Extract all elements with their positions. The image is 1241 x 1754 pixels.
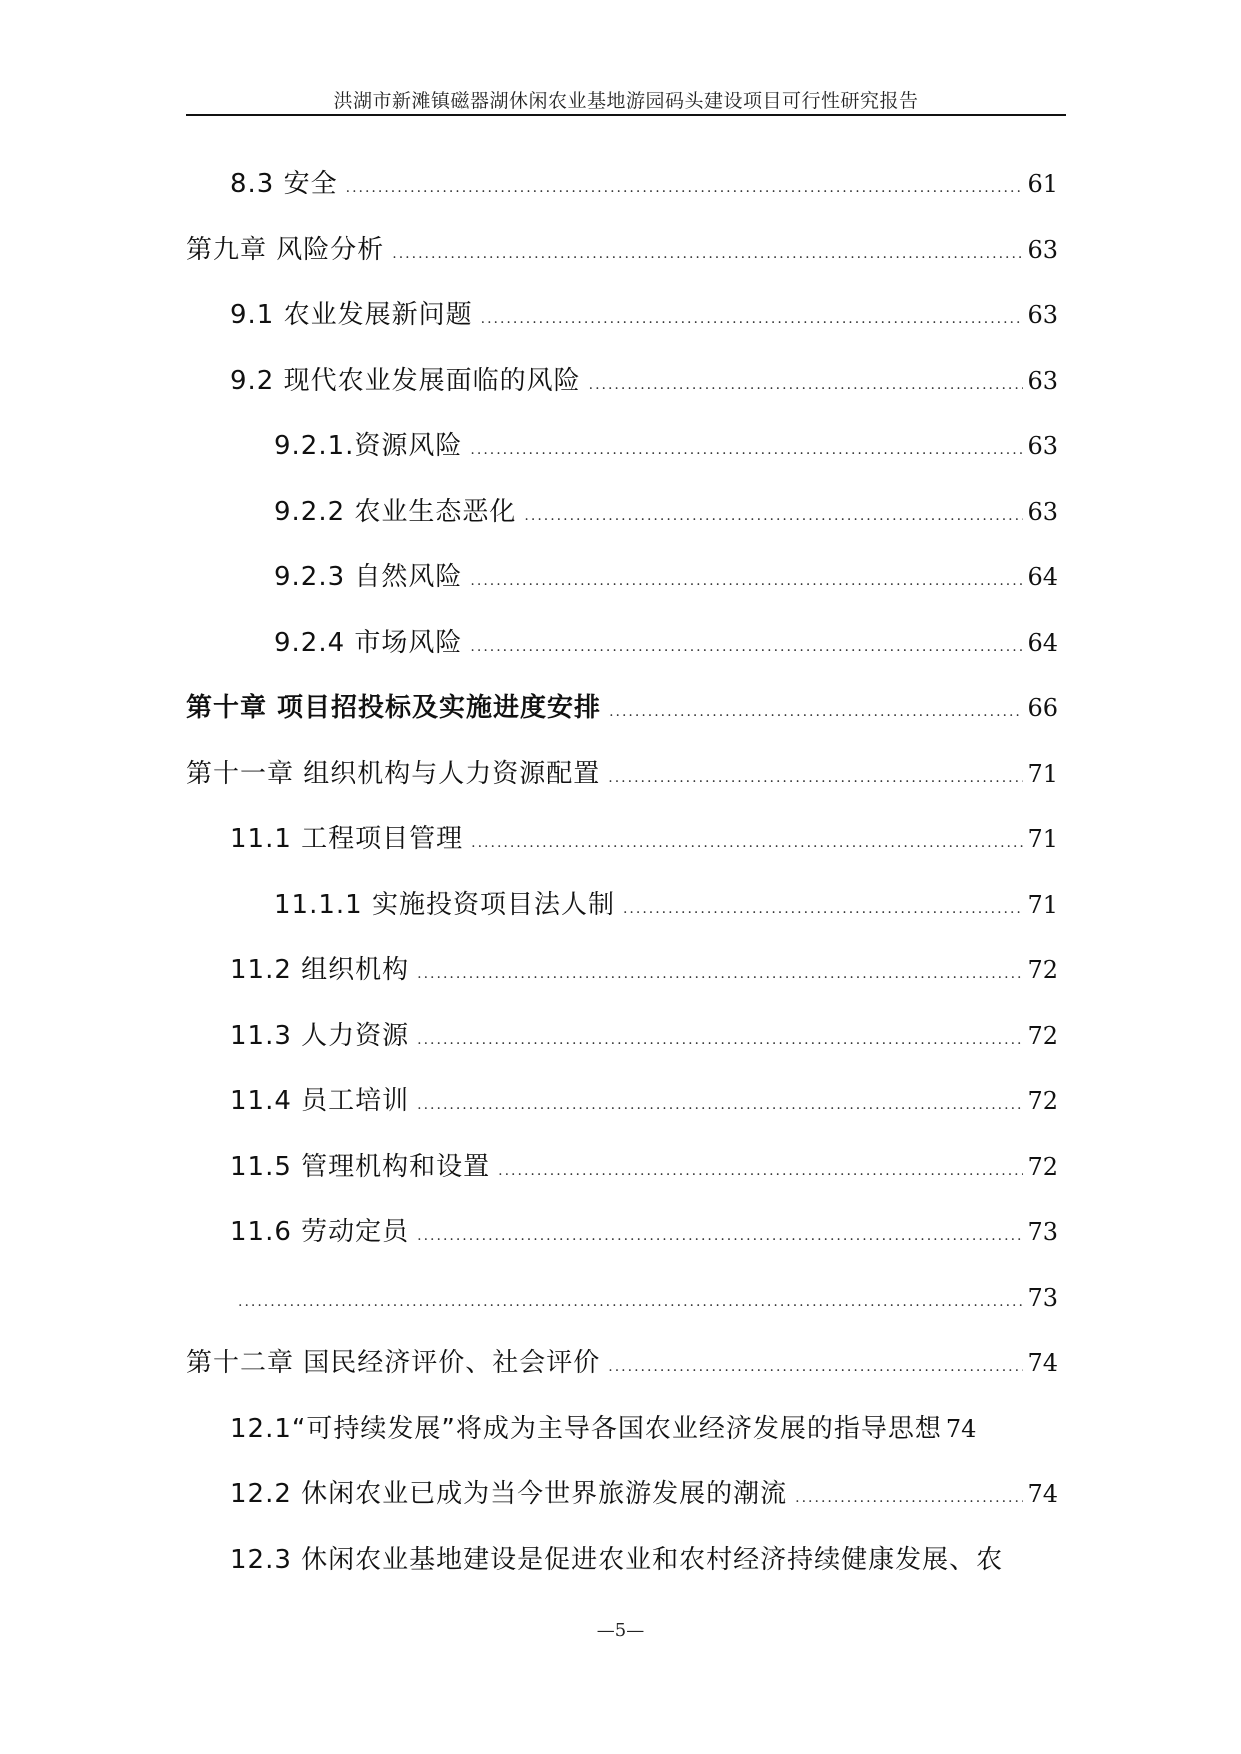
toc-entry-page: 64 <box>1027 628 1058 657</box>
toc-entry[interactable] <box>186 611 1058 677</box>
toc-entry[interactable] <box>186 873 1058 939</box>
toc-entry-page: 74 <box>1027 1349 1058 1377</box>
toc-entry-label: 11.1 工程项目管理 <box>230 824 464 854</box>
toc-dot-leader <box>417 942 1023 1008</box>
toc-entry[interactable] <box>186 938 1058 1004</box>
toc-entry[interactable] <box>186 283 1058 349</box>
toc-dot-leader <box>417 1008 1023 1074</box>
toc-entry[interactable] <box>186 742 1058 808</box>
toc-entry-page: 72 <box>1027 1021 1058 1050</box>
toc-entry-label: 第十二章 国民经济评价、社会评价 <box>186 1348 601 1378</box>
toc-entry-page: 72 <box>1027 956 1058 984</box>
toc-entry[interactable] <box>186 480 1058 546</box>
toc-entry-page: 63 <box>1027 366 1058 395</box>
toc-entry-label: 9.2.2 农业生态恶化 <box>274 496 517 527</box>
table-of-contents <box>186 152 1058 1593</box>
toc-entry[interactable] <box>186 1331 1058 1397</box>
toc-entry-page: 63 <box>1027 497 1058 526</box>
toc-entry-page: 63 <box>1027 432 1058 460</box>
toc-entry-page: 71 <box>1027 890 1058 919</box>
toc-entry[interactable] <box>186 218 1058 284</box>
toc-dot-leader <box>609 680 1023 746</box>
toc-entry-label: 9.1 农业发展新问题 <box>230 300 473 330</box>
toc-dot-leader <box>470 549 1023 615</box>
toc-entry-label: 11.3 人力资源 <box>230 1020 410 1051</box>
toc-entry[interactable] <box>186 1004 1058 1070</box>
toc-entry[interactable] <box>186 545 1058 611</box>
toc-entry[interactable] <box>186 1462 1058 1528</box>
toc-entry[interactable] <box>186 807 1058 873</box>
page-number: —5— <box>596 1620 645 1641</box>
toc-entry-label: 9.2 现代农业发展面临的风险 <box>230 365 581 396</box>
toc-entry[interactable] <box>186 676 1058 742</box>
toc-entry-label: 11.2 组织机构 <box>230 955 410 985</box>
toc-entry-page: 72 <box>1027 1087 1058 1115</box>
toc-dot-leader <box>346 156 1024 222</box>
toc-dot-leader <box>481 287 1024 353</box>
toc-dot-leader <box>795 1466 1023 1532</box>
toc-entry-page: 71 <box>1027 825 1058 853</box>
toc-entry-page: 63 <box>1027 301 1058 329</box>
toc-dot-leader <box>417 1204 1023 1270</box>
toc-dot-leader <box>498 1139 1023 1205</box>
toc-entry[interactable] <box>186 1397 1058 1463</box>
toc-entry-page: 66 <box>1027 694 1058 722</box>
toc-dot-leader <box>623 877 1023 943</box>
toc-entry[interactable] <box>186 349 1058 415</box>
toc-entry-page: 74 <box>945 1414 977 1443</box>
toc-entry-label: 9.2.4 市场风险 <box>274 627 463 658</box>
toc-entry-label: 第九章 风险分析 <box>186 234 385 265</box>
toc-entry-label: 11.6 劳动定员 <box>230 1217 410 1247</box>
toc-entry-label: 9.2.1.资源风险 <box>274 431 463 461</box>
toc-entry-label: 11.4 员工培训 <box>230 1086 410 1116</box>
toc-entry-label: 第十章 项目招投标及实施进度安排 <box>186 693 602 723</box>
toc-entry[interactable] <box>186 1135 1058 1201</box>
toc-entry-label: 11.1.1 实施投资项目法人制 <box>274 889 615 920</box>
toc-entry-page: 73 <box>1027 1283 1058 1312</box>
toc-entry-label: 11.5 管理机构和设置 <box>230 1151 491 1182</box>
toc-entry-page: 71 <box>1027 759 1058 788</box>
toc-entry-label: 12.3 休闲农业基地建设是促进农业和农村经济持续健康发展、农 <box>230 1544 1004 1575</box>
toc-entry[interactable] <box>186 1528 1058 1594</box>
toc-entry-page: 64 <box>1027 563 1058 591</box>
toc-dot-leader <box>470 418 1023 484</box>
toc-entry[interactable] <box>186 1200 1058 1266</box>
toc-entry[interactable] <box>186 152 1058 218</box>
toc-dot-leader <box>608 746 1023 812</box>
toc-entry[interactable] <box>186 1266 1058 1332</box>
toc-entry[interactable] <box>186 1069 1058 1135</box>
header-rule <box>186 114 1066 116</box>
toc-entry[interactable] <box>186 414 1058 480</box>
running-header: 洪湖市新滩镇磁器湖休闲农业基地游园码头建设项目可行性研究报告 <box>333 90 919 112</box>
toc-dot-leader <box>470 615 1023 681</box>
toc-dot-leader <box>589 353 1024 419</box>
toc-entry-label: 9.2.3 自然风险 <box>274 562 463 592</box>
toc-entry-label: 12.2 休闲农业已成为当今世界旅游发展的潮流 <box>230 1479 788 1509</box>
toc-entry-label: 12.1“可持续发展”将成为主导各国农业经济发展的指导思想 <box>230 1413 942 1444</box>
toc-entry-page: 72 <box>1027 1152 1058 1181</box>
toc-entry-page: 61 <box>1027 170 1058 198</box>
toc-dot-leader <box>524 484 1023 550</box>
toc-entry-label: 第十一章 组织机构与人力资源配置 <box>186 758 601 789</box>
toc-dot-leader <box>471 811 1023 877</box>
toc-dot-leader <box>417 1073 1023 1139</box>
toc-entry-page: 63 <box>1027 235 1058 264</box>
toc-entry-label: 8.3 安全 <box>230 169 338 199</box>
toc-dot-leader <box>608 1335 1023 1401</box>
toc-entry-page: 74 <box>1027 1480 1058 1508</box>
toc-dot-leader <box>238 1270 1023 1336</box>
toc-dot-leader <box>392 222 1023 288</box>
toc-entry-page: 73 <box>1027 1218 1058 1246</box>
